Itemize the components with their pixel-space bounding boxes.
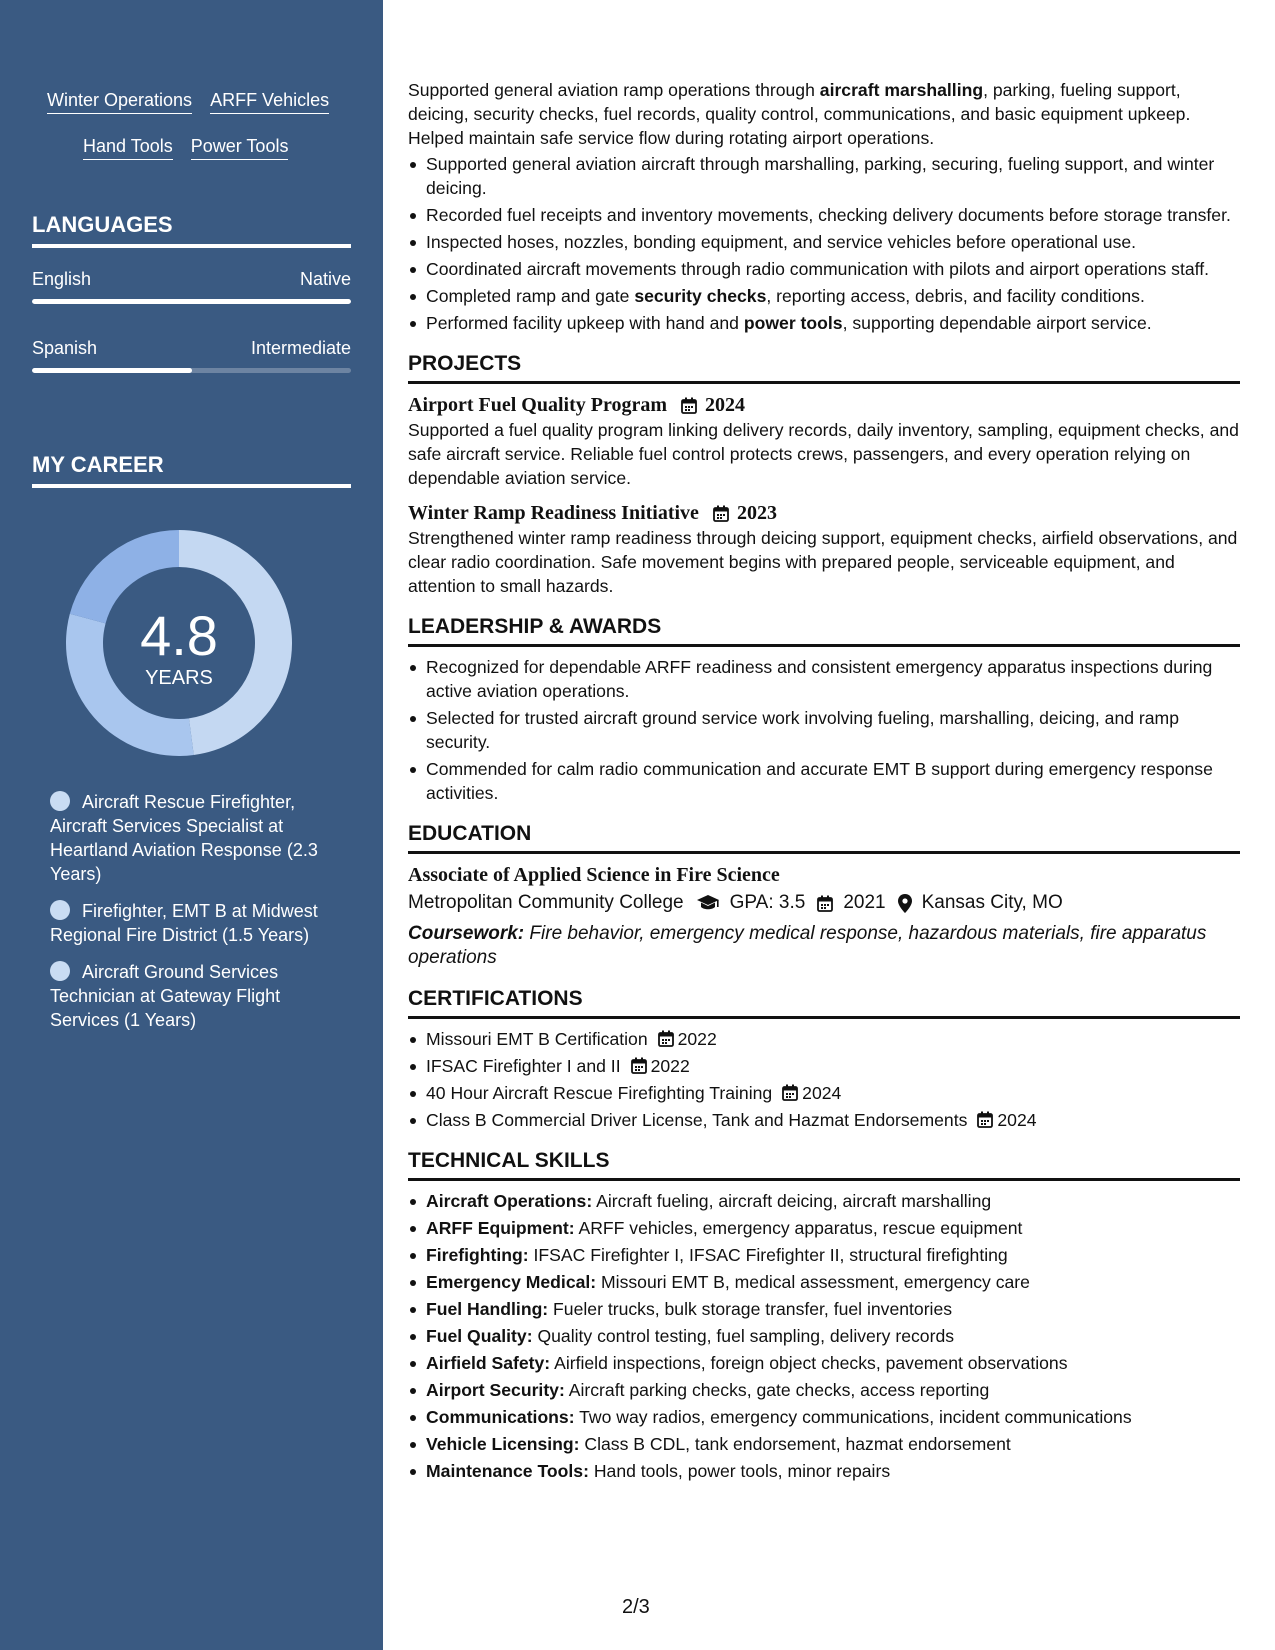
experience-bullet <box>408 152 1240 200</box>
calendar-icon <box>782 1084 798 1101</box>
skill-item <box>408 1189 1240 1213</box>
skill-label: Emergency Medical: <box>426 1272 597 1292</box>
project-title-row <box>408 392 1240 418</box>
education-meta <box>408 888 1240 918</box>
page-number: 2/3 <box>622 1596 650 1618</box>
project-description: Strengthened winter ramp readiness through deicing support, equipment checks, airfield observations, and clear radio coordination. Safe movement begins with prepared people, serviceable equipment, and attention to small hazards. <box>408 528 1238 596</box>
career-dot-icon <box>50 900 70 920</box>
language-level: Native <box>299 269 351 289</box>
career-total-unit: YEARS <box>145 667 213 689</box>
certification-name: Class B Commercial Driver License, Tank and Hazmat Endorsements <box>426 1110 968 1130</box>
certification-name: Missouri EMT B Certification <box>426 1029 648 1049</box>
career-item <box>50 899 330 947</box>
skill-item <box>408 1297 1240 1321</box>
skill-tag[interactable]: Power Tools <box>191 135 289 160</box>
graduation-cap-icon <box>696 894 720 912</box>
language-proficiency-fill <box>32 299 351 304</box>
skill-label: Airport Security: <box>426 1380 565 1400</box>
career-item-text: Aircraft Rescue Firefighter, Aircraft Services Specialist at Heartland Aviation Response (2.3 Years) <box>50 792 318 884</box>
experience-bullet <box>408 257 1240 281</box>
skill-label: Vehicle Licensing: <box>426 1434 580 1454</box>
education-location: Kansas City, MO <box>921 892 1063 913</box>
calendar-icon <box>658 1030 674 1047</box>
project-title: Winter Ramp Readiness Initiative <box>408 502 699 524</box>
language-row <box>32 337 351 359</box>
summary-text: , parking, fueling support, deicing, security checks, fuel records, quality control, communications, and basic equipment upkeep. Helped maintain safe service flow during rotating airport operations. <box>408 80 1191 148</box>
education-school: Metropolitan Community College <box>408 892 684 913</box>
bullet-bold: security checks <box>634 286 767 306</box>
skill-label: ARFF Equipment: <box>426 1218 575 1238</box>
project-year: 2024 <box>705 394 746 416</box>
language-proficiency-bar <box>32 368 351 373</box>
career-total-value: 4.8 <box>140 604 218 667</box>
skills-list <box>408 1189 1240 1483</box>
donut-center <box>66 530 292 756</box>
summary-bold: aircraft marshalling <box>819 80 984 100</box>
certification-name: IFSAC Firefighter I and II <box>426 1056 621 1076</box>
career-heading: MY CAREER <box>32 452 351 488</box>
certification-date <box>658 1029 717 1049</box>
language-proficiency-fill <box>32 368 192 373</box>
career-item <box>50 790 330 886</box>
calendar-icon <box>631 1057 647 1074</box>
skill-value: Airfield inspections, foreign object checks, pavement observations <box>550 1353 1068 1373</box>
career-list <box>50 790 330 1045</box>
skill-tag[interactable]: ARFF Vehicles <box>210 89 329 114</box>
skill-label: Firefighting: <box>426 1245 529 1265</box>
certification-year: 2024 <box>997 1110 1037 1130</box>
skill-value: Fueler trucks, bulk storage transfer, fuel inventories <box>548 1299 953 1319</box>
skill-tag[interactable]: Hand Tools <box>83 135 173 160</box>
skill-item <box>408 1378 1240 1402</box>
skill-value: Hand tools, power tools, minor repairs <box>588 1461 891 1481</box>
skill-label: Communications: <box>426 1407 575 1427</box>
bullet-text: Coordinated aircraft movements through radio communication with pilots and airport operations staff. <box>426 259 1209 279</box>
skill-tag[interactable]: Winter Operations <box>47 89 192 114</box>
leadership-list <box>408 655 1240 805</box>
career-donut-chart <box>66 530 292 756</box>
certification-item <box>408 1081 1240 1105</box>
skill-value: Two way radios, emergency communications, incident communications <box>574 1407 1132 1427</box>
bullet-text: Inspected hoses, nozzles, bonding equipment, and service vehicles before operational use. <box>426 232 1137 252</box>
skill-value: IFSAC Firefighter I, IFSAC Firefighter II, structural firefighting <box>528 1245 1008 1265</box>
certifications-list <box>408 1027 1240 1132</box>
skill-value: Class B CDL, tank endorsement, hazmat endorsement <box>579 1434 1011 1454</box>
skill-item <box>408 1243 1240 1267</box>
leadership-item: Commended for calm radio communication and accurate EMT B support during emergency response activities. <box>408 757 1240 805</box>
leadership-heading: LEADERSHIP & AWARDS <box>408 614 1240 647</box>
experience-bullet <box>408 203 1240 227</box>
main-content <box>408 78 1240 1486</box>
skill-label: Maintenance Tools: <box>426 1461 589 1481</box>
skill-tags-row <box>47 89 329 114</box>
bullet-bold: power tools <box>743 313 843 333</box>
language-name: English <box>32 269 92 289</box>
project-description: Supported a fuel quality program linking delivery records, daily inventory, sampling, equipment checks, and safe aircraft service. Reliable fuel control protects crews, passengers, and every operation relying on dependable aviation service. <box>408 420 1239 488</box>
skill-value: Aircraft fueling, aircraft deicing, aircraft marshalling <box>592 1191 992 1211</box>
skill-item <box>408 1324 1240 1348</box>
experience-bullet <box>408 284 1240 308</box>
bullet-text: Recorded fuel receipts and inventory movements, checking delivery documents before storage transfer. <box>426 205 1231 225</box>
skill-value: Missouri EMT B, medical assessment, emergency care <box>596 1272 1030 1292</box>
skill-item <box>408 1270 1240 1294</box>
experience-summary <box>408 78 1240 150</box>
certification-date <box>977 1110 1036 1130</box>
skill-value: Quality control testing, fuel sampling, delivery records <box>532 1326 955 1346</box>
skill-value: Aircraft parking checks, gate checks, access reporting <box>564 1380 990 1400</box>
skill-label: Aircraft Operations: <box>426 1191 593 1211</box>
project-title: Airport Fuel Quality Program <box>408 394 668 416</box>
education-coursework <box>408 922 1240 970</box>
language-name: Spanish <box>32 338 98 358</box>
education-year: 2021 <box>843 892 886 913</box>
education-degree: Associate of Applied Science in Fire Science <box>408 864 780 886</box>
language-row <box>32 268 351 290</box>
calendar-icon <box>977 1111 993 1128</box>
certification-item <box>408 1027 1240 1051</box>
projects-heading: PROJECTS <box>408 351 1240 384</box>
career-item <box>50 960 330 1032</box>
language-level: Intermediate <box>250 338 351 358</box>
leadership-item: Recognized for dependable ARFF readiness and consistent emergency apparatus inspections during active aviation operations. <box>408 655 1240 703</box>
education-gpa: GPA: 3.5 <box>729 892 806 913</box>
education-heading: EDUCATION <box>408 821 1240 854</box>
calendar-icon <box>817 895 833 912</box>
experience-bullets <box>408 152 1240 335</box>
career-item-text: Aircraft Ground Services Technician at Gateway Flight Services (1 Years) <box>50 962 281 1030</box>
certification-name: 40 Hour Aircraft Rescue Firefighting Training <box>426 1083 773 1103</box>
certification-year: 2024 <box>802 1083 842 1103</box>
certifications-heading: CERTIFICATIONS <box>408 986 1240 1019</box>
project-title-row <box>408 500 1240 526</box>
experience-bullet <box>408 311 1240 335</box>
calendar-icon <box>713 505 729 522</box>
certification-item <box>408 1054 1240 1078</box>
skill-item <box>408 1459 1240 1483</box>
skill-item <box>408 1405 1240 1429</box>
skill-tags-row <box>83 135 288 160</box>
project-year: 2023 <box>736 502 777 524</box>
skill-item <box>408 1216 1240 1240</box>
skill-item <box>408 1432 1240 1456</box>
leadership-item: Selected for trusted aircraft ground service work involving fueling, marshalling, deicing, and ramp security. <box>408 706 1240 754</box>
skill-label: Airfield Safety: <box>426 1353 551 1373</box>
career-dot-icon <box>50 791 70 811</box>
career-dot-icon <box>50 961 70 981</box>
summary-text: Supported general aviation ramp operations through <box>408 80 820 100</box>
experience-bullet <box>408 230 1240 254</box>
coursework-text: Fire behavior, emergency medical response, hazardous materials, fire apparatus operations <box>408 923 1207 968</box>
coursework-label: Coursework: <box>408 923 525 944</box>
certification-year: 2022 <box>650 1056 690 1076</box>
skills-heading: TECHNICAL SKILLS <box>408 1148 1240 1181</box>
bullet-text: , supporting dependable airport service. <box>842 313 1152 333</box>
skill-label: Fuel Quality: <box>426 1326 533 1346</box>
bullet-text: Performed facility upkeep with hand and <box>426 313 744 333</box>
skill-label: Fuel Handling: <box>426 1299 549 1319</box>
bullet-text: Supported general aviation aircraft through marshalling, parking, securing, fueling support, and winter deicing. <box>426 154 1215 198</box>
bullet-text: , reporting access, debris, and facility conditions. <box>766 286 1145 306</box>
career-item-text: Firefighter, EMT B at Midwest Regional Fire District (1.5 Years) <box>50 901 318 945</box>
skill-value: ARFF vehicles, emergency apparatus, rescue equipment <box>574 1218 1023 1238</box>
calendar-icon <box>681 397 697 414</box>
bullet-text: Completed ramp and gate <box>426 286 635 306</box>
certification-date <box>782 1083 841 1103</box>
skill-item <box>408 1351 1240 1375</box>
certification-item <box>408 1108 1240 1132</box>
certification-year: 2022 <box>677 1029 717 1049</box>
sidebar <box>0 0 383 1650</box>
certification-date <box>631 1056 690 1076</box>
location-pin-icon <box>898 894 912 913</box>
language-proficiency-bar <box>32 299 351 304</box>
languages-heading: LANGUAGES <box>32 212 351 248</box>
